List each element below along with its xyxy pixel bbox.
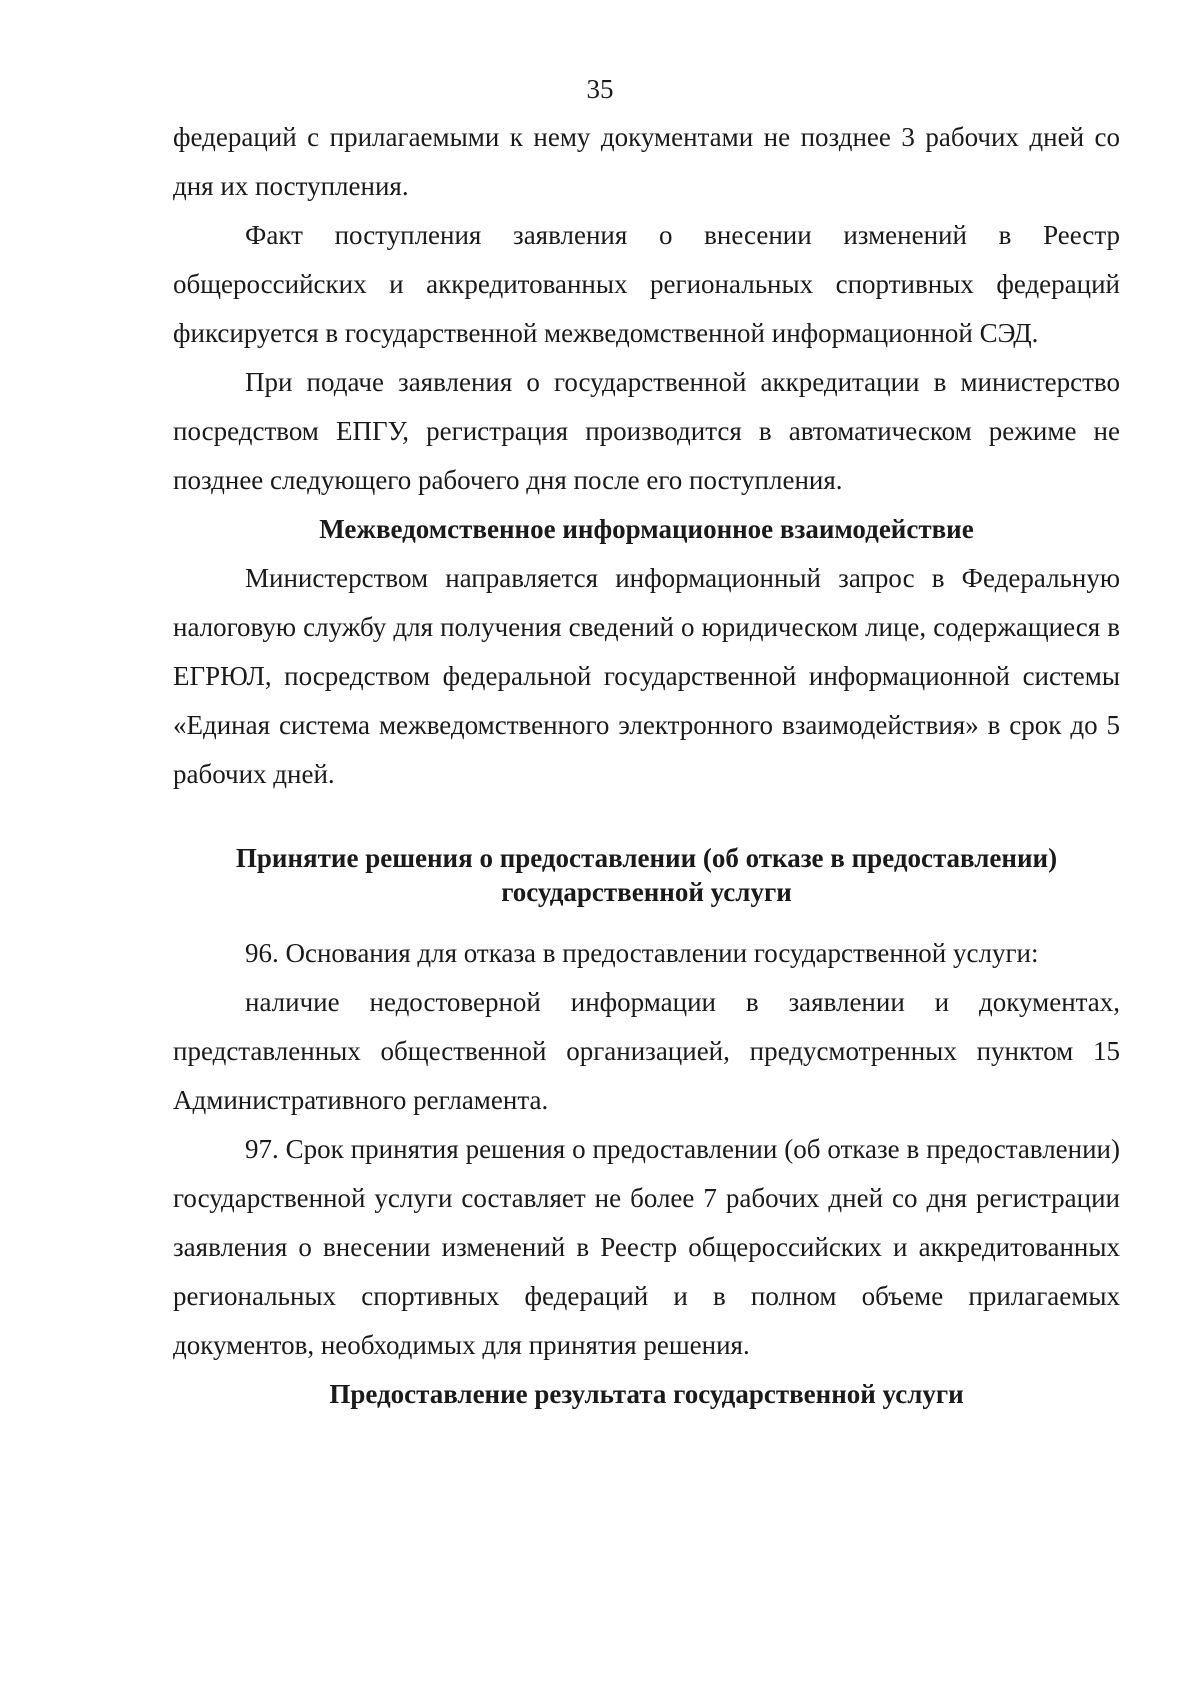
paragraph: федераций с прилагаемыми к нему документами не позднее 3 рабочих дней со дня их поступления. — [173, 122, 1120, 201]
paragraph: Министерством направляется информационный запрос в Федеральную налоговую службу для получения сведений о юридическом лице, содержащиеся в ЕГРЮЛ, посредством федеральной государственной информационной системы «Единая система межведомственного электронного взаимодействия» в срок до 5 рабочих дней. — [173, 563, 1120, 789]
page-number: 35 — [586, 74, 614, 104]
section-heading: Предоставление результата государственной услуги — [329, 1379, 964, 1409]
paragraph: наличие недостоверной информации в заявлении и документах, представленных общественной организацией, предусмотренных пунктом 15 Административного регламента. — [173, 987, 1120, 1115]
paragraph: 96. Основания для отказа в предоставлении государственной услуги: — [245, 938, 1039, 968]
section-heading: Принятие решения о предоставлении (об отказе в предоставлении) государственной услуги — [235, 843, 1058, 907]
paragraph: Факт поступления заявления о внесении изменений в Реестр общероссийских и аккредитованных региональных спортивных федераций фиксируется в государственной межведомственной информационной СЭД. — [173, 220, 1120, 348]
section-heading: Межведомственное информационное взаимодействие — [319, 514, 974, 544]
document-body — [173, 113, 1120, 1419]
paragraph: При подаче заявления о государственной аккредитации в министерство посредством ЕПГУ, регистрация производится в автоматическом режиме не позднее следующего рабочего дня после его поступления. — [173, 367, 1120, 495]
paragraph: 97. Срок принятия решения о предоставлении (об отказе в предоставлении) государственной услуги составляет не более 7 рабочих дней со дня регистрации заявления о внесении изменений в Реестр общероссийских и аккредитованных региональных спортивных федераций и в полном объеме прилагаемых документов, необходимых для принятия решения. — [173, 1134, 1120, 1360]
